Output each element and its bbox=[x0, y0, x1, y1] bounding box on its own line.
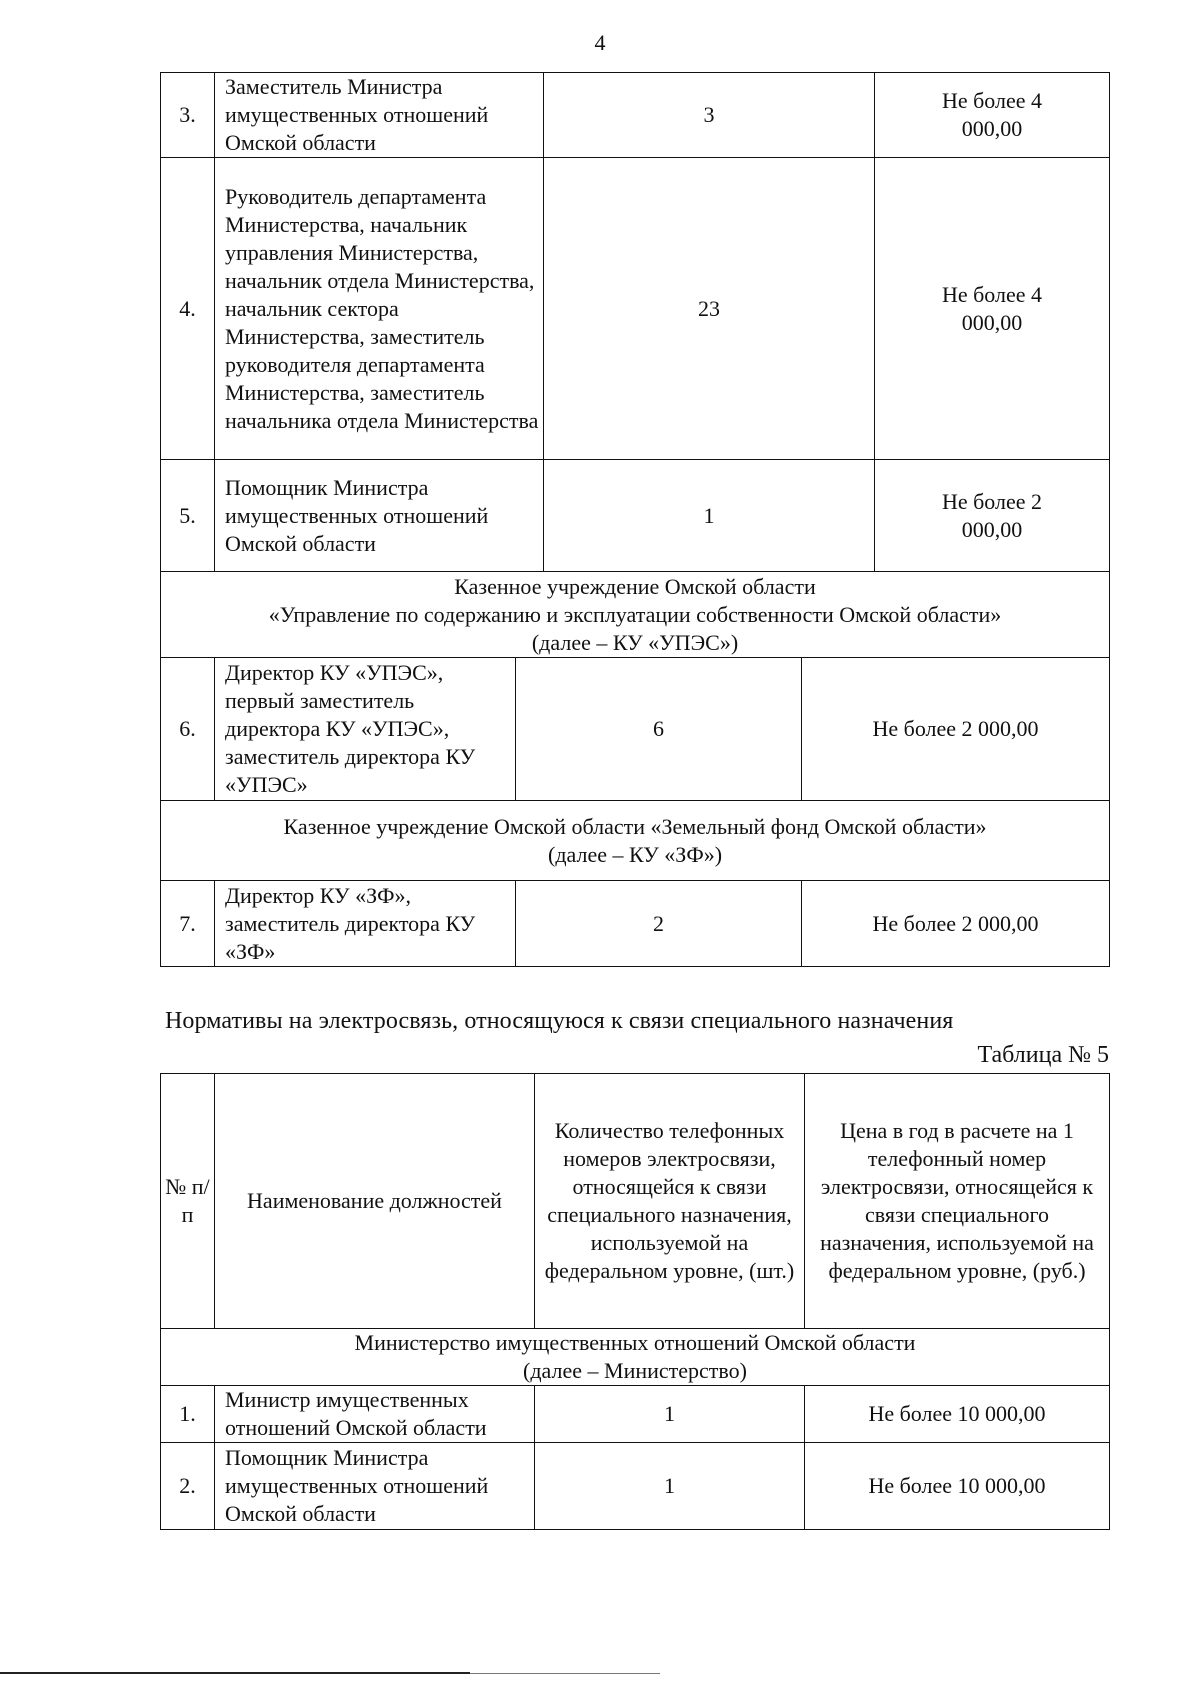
position-name: Директор КУ «ЗФ», заместитель директора КУ «ЗФ» bbox=[215, 881, 516, 967]
row-number: 5. bbox=[161, 460, 215, 572]
header-number: № п/п bbox=[161, 1074, 215, 1329]
norms-table-upes bbox=[160, 571, 1110, 967]
section-title bbox=[161, 801, 1110, 881]
section-line: «Управление по содержанию и эксплуатации собственности Омской области» bbox=[268, 601, 1002, 627]
table-number: Таблица № 5 bbox=[977, 1042, 1109, 1068]
quantity: 1 bbox=[544, 460, 875, 572]
header-price: Цена в год в расчете на 1 телефонный номер электросвязи, относящейся к связи специального назначения, используемой на федеральном уровне, (руб.) bbox=[805, 1074, 1110, 1329]
price-limit: Не более 4 000,00 bbox=[875, 73, 1110, 158]
quantity: 1 bbox=[535, 1386, 805, 1443]
price-limit: Не более 2 000,00 bbox=[875, 460, 1110, 572]
table-row bbox=[161, 881, 1110, 967]
quantity: 2 bbox=[516, 881, 802, 967]
row-number: 3. bbox=[161, 73, 215, 158]
section-line: Казенное учреждение Омской области bbox=[454, 573, 816, 599]
table-row bbox=[161, 658, 1110, 801]
section-upes bbox=[161, 572, 1110, 658]
position-name: Руководитель департамента Министерства, начальник управления Министерства, начальник отдела Министерства, начальник сектора Министерства, заместитель руководителя департамента Министерства, заместитель начальника отдела Министерства bbox=[215, 158, 544, 460]
row-number: 2. bbox=[161, 1443, 215, 1530]
table-row bbox=[161, 1443, 1110, 1530]
section-title bbox=[161, 572, 1110, 658]
table-row bbox=[161, 158, 1110, 460]
position-name: Заместитель Министра имущественных отношений Омской области bbox=[215, 73, 544, 158]
section-zf bbox=[161, 801, 1110, 881]
price-limit: Не более 10 000,00 bbox=[805, 1443, 1110, 1530]
table-5 bbox=[160, 1073, 1110, 1530]
table-row bbox=[161, 73, 1110, 158]
quantity: 6 bbox=[516, 658, 802, 801]
section-line: (далее – Министерство) bbox=[523, 1358, 747, 1383]
position-name: Директор КУ «УПЭС», первый заместитель директора КУ «УПЭС», заместитель директора КУ «УПЭС» bbox=[215, 658, 516, 801]
table-row bbox=[161, 460, 1110, 572]
quantity: 1 bbox=[535, 1443, 805, 1530]
row-number: 4. bbox=[161, 158, 215, 460]
row-number: 7. bbox=[161, 881, 215, 967]
section-heading: Нормативы на электросвязь, относящуюся к связи специального назначения bbox=[165, 1008, 954, 1034]
norms-table-continued bbox=[160, 72, 1110, 572]
position-name: Министр имущественных отношений Омской области bbox=[215, 1386, 535, 1443]
scan-edge-line bbox=[0, 1672, 470, 1674]
section-line: (далее – КУ «УПЭС») bbox=[531, 629, 739, 655]
row-number: 6. bbox=[161, 658, 215, 801]
header-quantity: Количество телефонных номеров электросвязи, относящейся к связи специального назначения, используемой на федеральном уровне, (шт.) bbox=[535, 1074, 805, 1329]
section-title bbox=[161, 1329, 1110, 1386]
price-limit: Не более 10 000,00 bbox=[805, 1386, 1110, 1443]
page-number: 4 bbox=[594, 30, 606, 55]
section-line: Казенное учреждение Омской области «Земельный фонд Омской области» bbox=[283, 813, 987, 839]
header-position: Наименование должностей bbox=[215, 1074, 535, 1329]
section-line: (далее – КУ «ЗФ») bbox=[548, 841, 723, 867]
price-limit: Не более 2 000,00 bbox=[802, 658, 1110, 801]
quantity: 23 bbox=[544, 158, 875, 460]
quantity: 3 bbox=[544, 73, 875, 158]
table-row bbox=[161, 1386, 1110, 1443]
section-line: Министерство имущественных отношений Омской области bbox=[354, 1330, 916, 1355]
price-limit: Не более 2 000,00 bbox=[802, 881, 1110, 967]
header-row bbox=[161, 1074, 1110, 1329]
position-name: Помощник Министра имущественных отношений Омской области bbox=[215, 1443, 535, 1530]
scan-edge-line bbox=[470, 1673, 660, 1674]
position-name: Помощник Министра имущественных отношений Омской области bbox=[215, 460, 544, 572]
section-ministry bbox=[161, 1329, 1110, 1386]
row-number: 1. bbox=[161, 1386, 215, 1443]
price-limit: Не более 4 000,00 bbox=[875, 158, 1110, 460]
